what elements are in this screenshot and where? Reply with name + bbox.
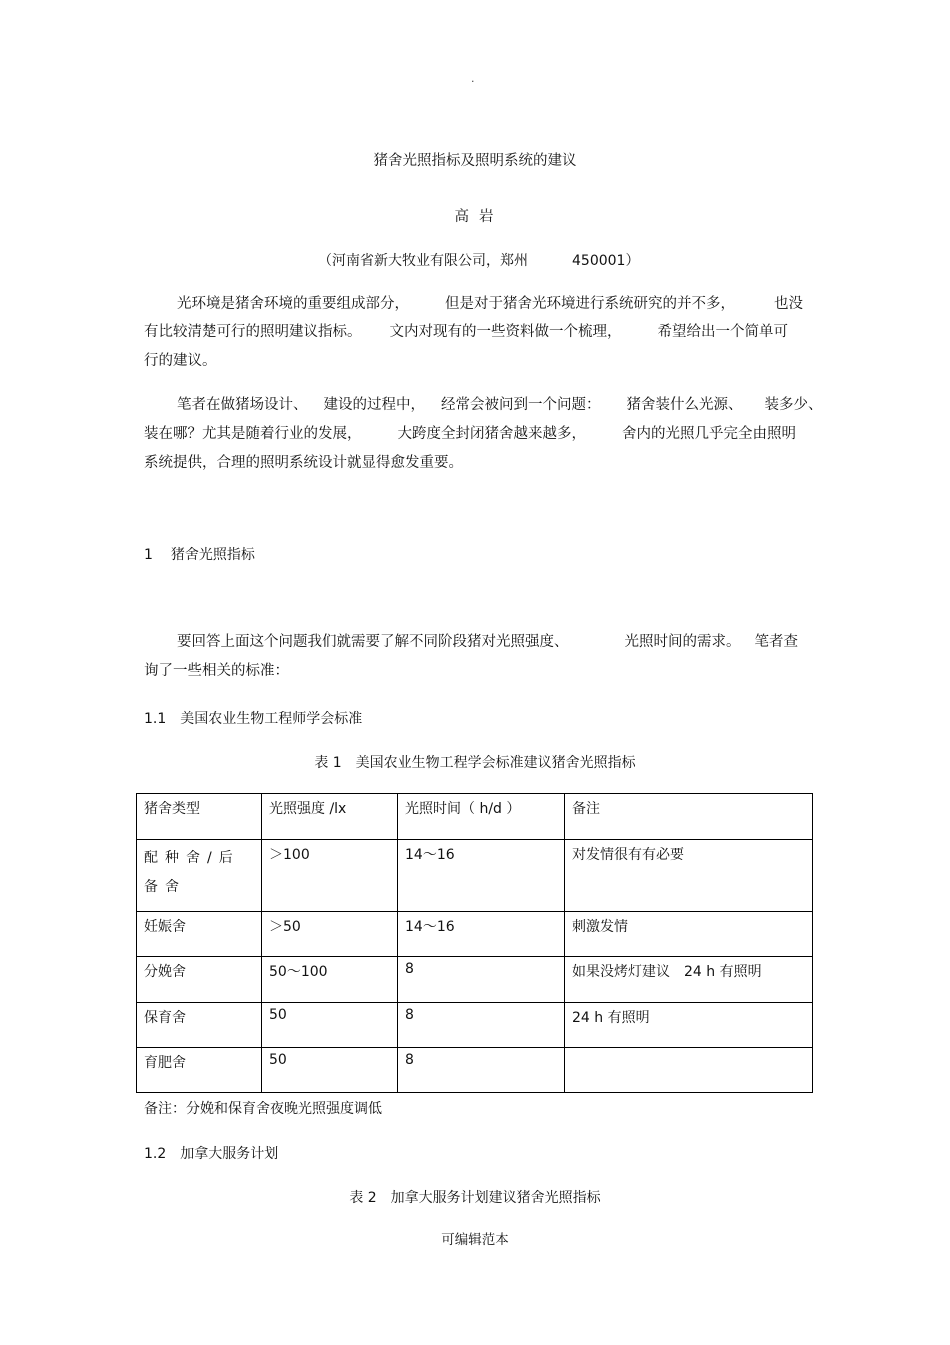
page-footer: 可编辑范本 xyxy=(441,1232,509,1248)
table-cell: 妊娠舍 xyxy=(137,912,262,957)
text-run: 有比较清楚可行的照明建议指标。 xyxy=(144,324,362,340)
section-title: 美国农业生物工程师学会标准 xyxy=(180,711,363,727)
section-number: 1.1 xyxy=(144,711,167,727)
table-2-caption: 表 2 加拿大服务计划建议猪舍光照指标 xyxy=(349,1190,601,1206)
table-cell: 8 xyxy=(398,1003,565,1048)
header-cell: 备注 xyxy=(565,794,813,840)
text-line: 行的建议。 xyxy=(144,353,217,369)
section-1-heading xyxy=(144,544,255,564)
text-run: 光环境是猪舍环境的重要组成部分， xyxy=(177,296,409,312)
table-cell: 对发情很有有必要 xyxy=(565,840,813,912)
table-cell: 育肥舍 xyxy=(137,1048,262,1093)
text-run: 光照时间的需求。 xyxy=(624,634,741,650)
text-run: 大跨度全封闭猪舍越来越多， xyxy=(397,426,586,442)
text-line xyxy=(144,419,796,449)
text-run: 笔者查 xyxy=(754,634,798,650)
table-cell: 分娩舍 xyxy=(137,957,262,1003)
table-cell: ＞50 xyxy=(262,912,398,957)
section-title: 猪舍光照指标 xyxy=(170,547,255,563)
table-cell: 50 xyxy=(262,1003,398,1048)
table-cell: 保育舍 xyxy=(137,1003,262,1048)
text-line xyxy=(144,317,788,347)
table-1 xyxy=(136,793,813,1093)
table-cell: 14～16 xyxy=(398,840,565,912)
affiliation xyxy=(318,250,639,270)
table-header-row xyxy=(137,794,813,840)
header-cell: 光照时间（ h/d ） xyxy=(398,794,565,840)
text-run: 装在哪？尤其是随着行业的发展， xyxy=(144,426,362,442)
text-run: 建设的过程中， xyxy=(323,397,425,413)
text-run: 笔者在做猪场设计、 xyxy=(177,397,308,413)
postal-code: 450001） xyxy=(572,253,640,269)
table-row xyxy=(137,840,813,912)
document-title: 猪舍光照指标及照明系统的建议 xyxy=(373,153,577,169)
table-row xyxy=(137,1048,813,1093)
table-cell: 50 xyxy=(262,1048,398,1093)
text-run: 猪舍装什么光源、 xyxy=(626,397,743,413)
table-cell: 50～100 xyxy=(262,957,398,1003)
text-line xyxy=(177,627,798,657)
table-cell: 8 xyxy=(398,957,565,1003)
text-line xyxy=(177,289,735,319)
table-row xyxy=(137,912,813,957)
text-run: 要回答上面这个问题我们就需要了解不同阶段猪对光照强度、 xyxy=(177,634,569,650)
header-dot: . xyxy=(471,72,475,85)
table-cell: 如果没烤灯建议 24 h 有照明 xyxy=(565,957,813,1003)
table-cell: 14～16 xyxy=(398,912,565,957)
text-run: 文内对现有的一些资料做一个梳理， xyxy=(389,324,622,340)
section-number: 1.2 xyxy=(144,1146,167,1162)
table-1-caption: 表 1 美国农业生物工程学会标准建议猪舍光照指标 xyxy=(314,755,636,771)
table-row xyxy=(137,957,813,1003)
table-cell xyxy=(565,1048,813,1093)
author-name: 高岩 xyxy=(454,209,504,225)
table-cell: 配种舍/后备舍 xyxy=(137,840,262,912)
table-cell: 刺激发情 xyxy=(565,912,813,957)
table-1-note: 备注：分娩和保育舍夜晚光照强度调低 xyxy=(144,1101,382,1117)
text-run: 经常会被问到一个问题： xyxy=(441,397,601,413)
table-cell: 8 xyxy=(398,1048,565,1093)
table-row xyxy=(137,1003,813,1048)
text-run: 但是对于猪舍光环境进行系统研究的并不多， xyxy=(445,296,735,312)
header-cell: 猪舍类型 xyxy=(137,794,262,840)
text-line: 询了一些相关的标准： xyxy=(144,663,289,679)
section-title: 加拿大服务计划 xyxy=(180,1146,279,1162)
header-cell: 光照强度 /lx xyxy=(262,794,398,840)
section-1-1-heading xyxy=(144,708,362,728)
table-cell: 24 h 有照明 xyxy=(565,1003,813,1048)
text-line: 也没 xyxy=(774,296,803,312)
affiliation-text: （河南省新大牧业有限公司，郑州 xyxy=(318,253,528,269)
text-line: 系统提供，合理的照明系统设计就显得愈发重要。 xyxy=(144,455,463,471)
text-run: 装多少、 xyxy=(764,397,823,413)
text-line xyxy=(177,390,823,420)
table-cell: ＞100 xyxy=(262,840,398,912)
section-1-2-heading xyxy=(144,1143,278,1163)
text-run: 希望给出一个简单可 xyxy=(657,324,788,340)
text-run: 舍内的光照几乎完全由照明 xyxy=(622,426,796,442)
section-number: 1 xyxy=(144,547,153,563)
